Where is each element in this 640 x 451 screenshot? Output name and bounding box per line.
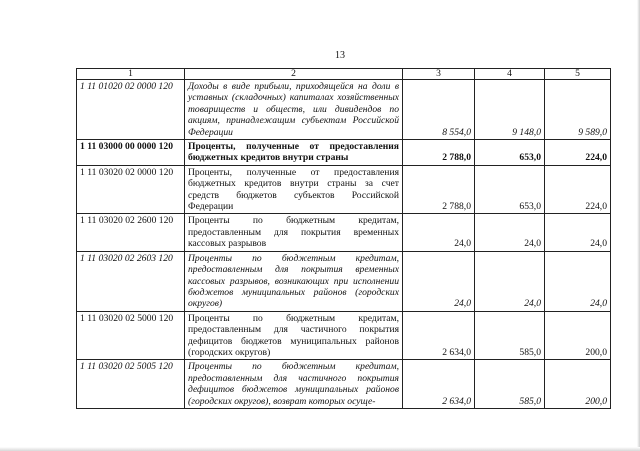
value-col5: 224,0 bbox=[545, 165, 611, 214]
column-number-row bbox=[77, 69, 611, 80]
table-row bbox=[77, 165, 611, 214]
column-header-5: 5 bbox=[545, 69, 611, 80]
table-row bbox=[77, 251, 611, 311]
row-description: Проценты по бюджетным кредитам, предоставленным для покрытия временных кассовых разрывов bbox=[185, 214, 403, 251]
row-description: Проценты по бюджетным кредитам, предоставленным для покрытия временных кассовых разрывов, возникающих при исполнении бюджетов муниципальных районов (городских округов) bbox=[185, 251, 403, 311]
value-col4: 653,0 bbox=[475, 140, 545, 166]
budget-code: 1 11 03020 02 2603 120 bbox=[77, 251, 185, 311]
table-row bbox=[77, 311, 611, 360]
value-col3: 2 788,0 bbox=[403, 140, 475, 166]
row-description: Проценты по бюджетным кредитам, предоставленным для частичного покрытия дефицитов бюджетов муниципальных районов (городских округов), возврат которых осуще- bbox=[185, 360, 403, 409]
page-number: 13 bbox=[335, 50, 345, 61]
budget-code: 1 11 03020 02 5005 120 bbox=[77, 360, 185, 409]
value-col3: 2 788,0 bbox=[403, 165, 475, 214]
value-col4: 24,0 bbox=[475, 251, 545, 311]
value-col5: 224,0 bbox=[545, 140, 611, 166]
value-col4: 585,0 bbox=[475, 360, 545, 409]
value-col5: 24,0 bbox=[545, 251, 611, 311]
table-row bbox=[77, 360, 611, 409]
budget-code: 1 11 01020 02 0000 120 bbox=[77, 80, 185, 140]
row-description: Доходы в виде прибыли, приходящейся на доли в уставных (складочных) капиталах хозяйственных товариществ и обществ, или дивидендов по акциям, принадлежащим субъектам Российской Федерации bbox=[185, 80, 403, 140]
value-col4: 24,0 bbox=[475, 214, 545, 251]
column-header-1: 1 bbox=[77, 69, 185, 80]
table-row bbox=[77, 214, 611, 251]
value-col3: 2 634,0 bbox=[403, 311, 475, 360]
value-col5: 200,0 bbox=[545, 311, 611, 360]
value-col3: 2 634,0 bbox=[403, 360, 475, 409]
value-col3: 24,0 bbox=[403, 251, 475, 311]
table-row bbox=[77, 140, 611, 166]
table-row bbox=[77, 80, 611, 140]
row-description: Проценты по бюджетным кредитам, предоставленным для частичного покрытия дефицитов бюджетов муниципальных районов (городских округов) bbox=[185, 311, 403, 360]
row-description: Проценты, полученные от предоставления бюджетных кредитов внутри страны за счет средств бюджетов субъектов Российской Федерации bbox=[185, 165, 403, 214]
column-header-2: 2 bbox=[185, 69, 403, 80]
budget-code: 1 11 03020 02 2600 120 bbox=[77, 214, 185, 251]
value-col5: 200,0 bbox=[545, 360, 611, 409]
column-header-3: 3 bbox=[403, 69, 475, 80]
revenue-table bbox=[76, 68, 611, 409]
value-col4: 653,0 bbox=[475, 165, 545, 214]
column-header-4: 4 bbox=[475, 69, 545, 80]
row-description: Проценты, полученные от предоставления бюджетных кредитов внутри страны bbox=[185, 140, 403, 166]
value-col3: 24,0 bbox=[403, 214, 475, 251]
value-col3: 8 554,0 bbox=[403, 80, 475, 140]
value-col4: 9 148,0 bbox=[475, 80, 545, 140]
budget-code: 1 11 03020 02 5000 120 bbox=[77, 311, 185, 360]
value-col5: 9 589,0 bbox=[545, 80, 611, 140]
value-col5: 24,0 bbox=[545, 214, 611, 251]
value-col4: 585,0 bbox=[475, 311, 545, 360]
budget-code: 1 11 03000 00 0000 120 bbox=[77, 140, 185, 166]
budget-code: 1 11 03020 02 0000 120 bbox=[77, 165, 185, 214]
scan-bottom-shadow bbox=[0, 447, 640, 451]
